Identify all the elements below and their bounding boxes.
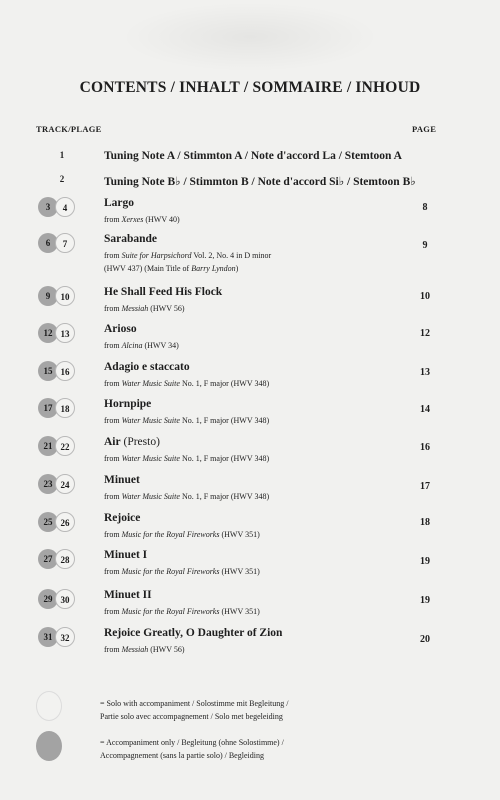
accompaniment-legend-icon xyxy=(36,731,62,761)
page-number: 17 xyxy=(420,481,430,492)
accompaniment-track: 25 xyxy=(38,512,58,532)
solo-legend-text: = Solo with accompaniment / Solostimme mit Begleitung / Partie solo avec accompagnement / Solo met begeleiding xyxy=(100,699,289,721)
accompaniment-track: 6 xyxy=(38,233,58,253)
track-badge xyxy=(38,361,76,381)
page-number: 16 xyxy=(420,442,430,453)
piece-title: Arioso xyxy=(104,323,137,335)
piece-source: from Suite for Harpsichord Vol. 2, No. 4 in D minor xyxy=(104,251,272,260)
track-badge xyxy=(38,398,76,418)
piece-title: Largo xyxy=(104,197,135,209)
track-column-header: TRACK/PLAGE xyxy=(36,124,102,134)
solo-track: 18 xyxy=(55,398,75,418)
track-badge xyxy=(38,233,76,253)
tuning-title: Tuning Note B♭ / Stimmton B / Note d'accord Si♭ / Stemtoon B♭ xyxy=(104,176,416,188)
page-number: 14 xyxy=(420,404,430,415)
accompaniment-track: 21 xyxy=(38,436,58,456)
piece-source: from Water Music Suite No. 1, F major (HWV 348) xyxy=(104,379,270,388)
piece-source: from Alcina (HWV 34) xyxy=(104,341,179,350)
piece-title: Adagio e staccato xyxy=(104,361,190,373)
piece-title: Minuet I xyxy=(104,549,148,561)
piece-title: Sarabande xyxy=(104,233,158,245)
piece-source-line2: (HWV 437) (Main Title of Barry Lyndon) xyxy=(104,264,239,273)
bleed-through xyxy=(120,2,380,72)
track-badge xyxy=(38,436,76,456)
solo-track: 13 xyxy=(55,323,75,343)
accompaniment-track: 15 xyxy=(38,361,58,381)
page-number: 18 xyxy=(420,517,430,528)
piece-title: Rejoice Greatly, O Daughter of Zion xyxy=(104,627,283,639)
piece-source: from Messiah (HWV 56) xyxy=(104,304,185,313)
piece-title: Minuet II xyxy=(104,589,152,601)
tuning-title: Tuning Note A / Stimmton A / Note d'accord La / Stemtoon A xyxy=(104,150,402,162)
page-number: 9 xyxy=(422,240,428,251)
track-number: 1 xyxy=(59,150,65,160)
piece-source: from Xerxes (HWV 40) xyxy=(104,215,180,224)
accompaniment-track: 3 xyxy=(38,197,58,217)
solo-legend-icon xyxy=(36,691,62,721)
piece-source: from Messiah (HWV 56) xyxy=(104,645,185,654)
solo-track: 24 xyxy=(55,474,75,494)
solo-track: 26 xyxy=(55,512,75,532)
page-number: 10 xyxy=(420,291,430,302)
accompaniment-track: 27 xyxy=(38,549,58,569)
page-column-header: PAGE xyxy=(412,124,437,134)
piece-title: Hornpipe xyxy=(104,398,152,410)
solo-track: 4 xyxy=(55,197,75,217)
page-number: 8 xyxy=(422,202,428,213)
piece-source: from Music for the Royal Fireworks (HWV 351) xyxy=(104,530,260,539)
track-badge xyxy=(38,549,76,569)
accompaniment-track: 29 xyxy=(38,589,58,609)
page-title: CONTENTS / INHALT / SOMMAIRE / INHOUD xyxy=(79,79,421,96)
accompaniment-track: 12 xyxy=(38,323,58,343)
track-badge xyxy=(38,323,76,343)
track-badge xyxy=(38,512,76,532)
page-number: 20 xyxy=(420,634,430,645)
accompaniment-track: 23 xyxy=(38,474,58,494)
page-number: 19 xyxy=(420,595,430,606)
piece-title: He Shall Feed His Flock xyxy=(104,286,223,298)
piece-source: from Music for the Royal Fireworks (HWV 351) xyxy=(104,567,260,576)
piece-source: from Music for the Royal Fireworks (HWV 351) xyxy=(104,607,260,616)
piece-title: Air (Presto) xyxy=(104,436,160,448)
solo-track: 28 xyxy=(55,549,75,569)
page-number: 13 xyxy=(420,367,430,378)
accompaniment-legend-text: = Accompaniment only / Begleitung (ohne Solostimme) / Accompagnement (sans la partie solo) / Begleiding xyxy=(100,738,284,760)
piece-source: from Water Music Suite No. 1, F major (HWV 348) xyxy=(104,492,270,501)
piece-source: from Water Music Suite No. 1, F major (HWV 348) xyxy=(104,454,270,463)
page-number: 12 xyxy=(420,328,430,339)
track-badge xyxy=(38,474,76,494)
solo-track: 22 xyxy=(55,436,75,456)
solo-track: 16 xyxy=(55,361,75,381)
track-badge xyxy=(38,286,76,306)
accompaniment-track: 31 xyxy=(38,627,58,647)
accompaniment-track: 9 xyxy=(38,286,58,306)
page-number: 19 xyxy=(420,556,430,567)
piece-title: Minuet xyxy=(104,474,140,486)
track-badge xyxy=(38,589,76,609)
track-number: 2 xyxy=(59,174,65,184)
piece-title: Rejoice xyxy=(104,512,141,524)
solo-track: 10 xyxy=(55,286,75,306)
solo-track: 30 xyxy=(55,589,75,609)
track-badge xyxy=(38,627,76,647)
piece-source: from Water Music Suite No. 1, F major (HWV 348) xyxy=(104,416,270,425)
solo-track: 7 xyxy=(55,233,75,253)
track-badge xyxy=(38,197,76,217)
accompaniment-track: 17 xyxy=(38,398,58,418)
solo-track: 32 xyxy=(55,627,75,647)
